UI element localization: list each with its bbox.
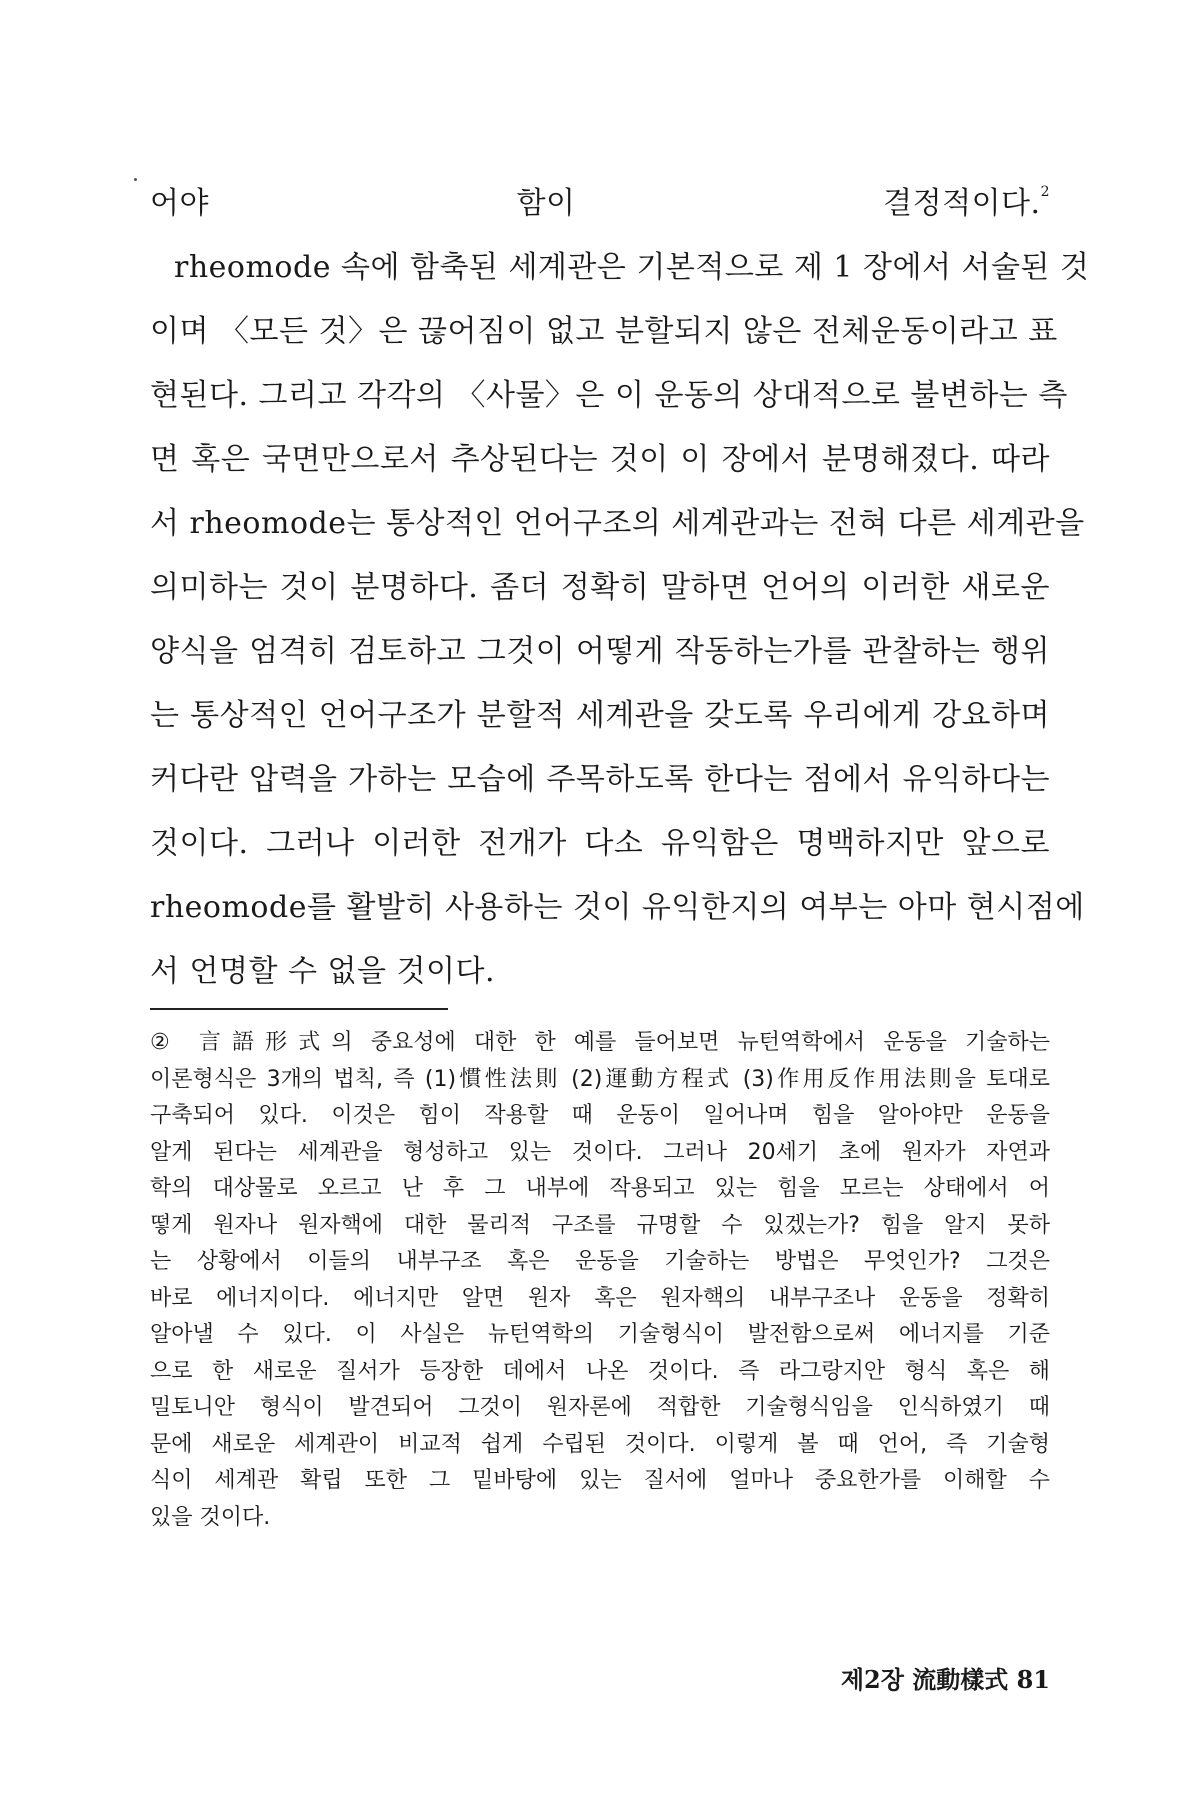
footnote-line: 알아낼 수 있다. 이 사실은 뉴턴역학의 기술형식이 발전함으로써 에너지를 기준	[150, 1322, 1050, 1347]
footnote-line: 바로 에너지이다. 에너지만 알면 원자 혹은 원자핵의 내부구조나 운동을 정확히	[150, 1285, 1050, 1311]
footnote-line: ② 言語形式의 중요성에 대한 한 예를 들어보면 뉴턴역학에서 운동을 기술하는	[150, 1030, 1050, 1055]
main-text-line: 양식을 엄격히 검토하고 그것이 어떻게 작동하는가를 관찰하는 행위	[150, 634, 1050, 669]
scan-speck	[134, 178, 137, 181]
main-text-line: 서 rheomode는 통상적인 언어구조의 세계관과는 전혀 다른 세계관을	[150, 506, 1085, 541]
footnote-divider	[150, 1008, 448, 1010]
footnote-reference[interactable]: 2	[1040, 184, 1050, 200]
footnote-line: 문에 새로운 세계관이 비교적 쉽게 수립된 것이다. 이렇게 볼 때 언어, 즉 기술형	[150, 1431, 1050, 1457]
main-text-line: 면 혹은 국면만으로서 추상된다는 것이 이 장에서 분명해졌다. 따라	[150, 442, 1050, 477]
main-text-line: 이며 〈모든 것〉은 끊어짐이 없고 분할되지 않은 전체운동이라고 표	[150, 314, 1058, 349]
main-text-line: rheomode 속에 함축된 세계관은 기본적으로 제 1 장에서 서술된 것	[174, 250, 1090, 285]
main-text-line: 것이다. 그러나 이러한 전개가 다소 유익함은 명백하지만 앞으로	[150, 826, 1050, 861]
main-text-line: 현된다. 그리고 각각의 〈사물〉은 이 운동의 상대적으로 불변하는 측	[150, 378, 1068, 413]
footnote-line: 이론형식은 3개의 법칙, 즉 (1)慣性法則 (2)運動方程式 (3)作用反作用法則을 토대로	[150, 1066, 1050, 1092]
main-text-line: 는 통상적인 언어구조가 분할적 세계관을 갖도록 우리에게 강요하며	[150, 698, 1050, 733]
footnote-line: 떻게 원자나 원자핵에 대한 물리적 구조를 규명할 수 있겠는가? 힘을 알지 못하	[150, 1212, 1050, 1238]
footnote-line: 으로 한 새로운 질서가 등장한 데에서 나온 것이다. 즉 라그랑지안 형식 혹은 해	[150, 1358, 1050, 1384]
footnote-line: 구축되어 있다. 이것은 힘이 작용할 때 운동이 일어나며 힘을 알아야만 운동을	[150, 1103, 1050, 1128]
running-footer: 제2장 流動樣式 81	[840, 1665, 1050, 1694]
footnote-line: 는 상황에서 이들의 내부구조 혹은 운동을 기술하는 방법은 무엇인가? 그것은	[150, 1249, 1050, 1274]
main-text-line: rheomode를 활발히 사용하는 것이 유익한지의 여부는 아마 현시점에	[150, 890, 1085, 925]
main-text-line: 의미하는 것이 분명하다. 좀더 정확히 말하면 언어의 이러한 새로운	[150, 570, 1050, 605]
main-text	[150, 172, 1090, 1004]
footnote-line: 식이 세계관 확립 또한 그 밑바탕에 있는 질서에 얼마나 중요한가를 이해할 수	[150, 1468, 1050, 1493]
footnote	[150, 1025, 1050, 1536]
main-text-line-text: 어야 함이 결정적이다.	[150, 186, 1041, 221]
footnote-line: 학의 대상물로 오르고 난 후 그 내부에 작용되고 있는 힘을 모르는 상태에서 어	[150, 1176, 1050, 1201]
footnote-line: 밀토니안 형식이 발견되어 그것이 원자론에 적합한 기술형식임을 인식하였기 때	[150, 1395, 1050, 1420]
main-text-line	[150, 172, 1050, 236]
footnote-line: 알게 된다는 세계관을 형성하고 있는 것이다. 그러나 20세기 초에 원자가 자연과	[150, 1139, 1050, 1165]
main-text-line: 서 언명할 수 없을 것이다.	[150, 954, 495, 989]
main-text-line: 커다란 압력을 가하는 모습에 주목하도록 한다는 점에서 유익하다는	[150, 762, 1050, 797]
footnote-line: 있을 것이다.	[150, 1504, 271, 1530]
